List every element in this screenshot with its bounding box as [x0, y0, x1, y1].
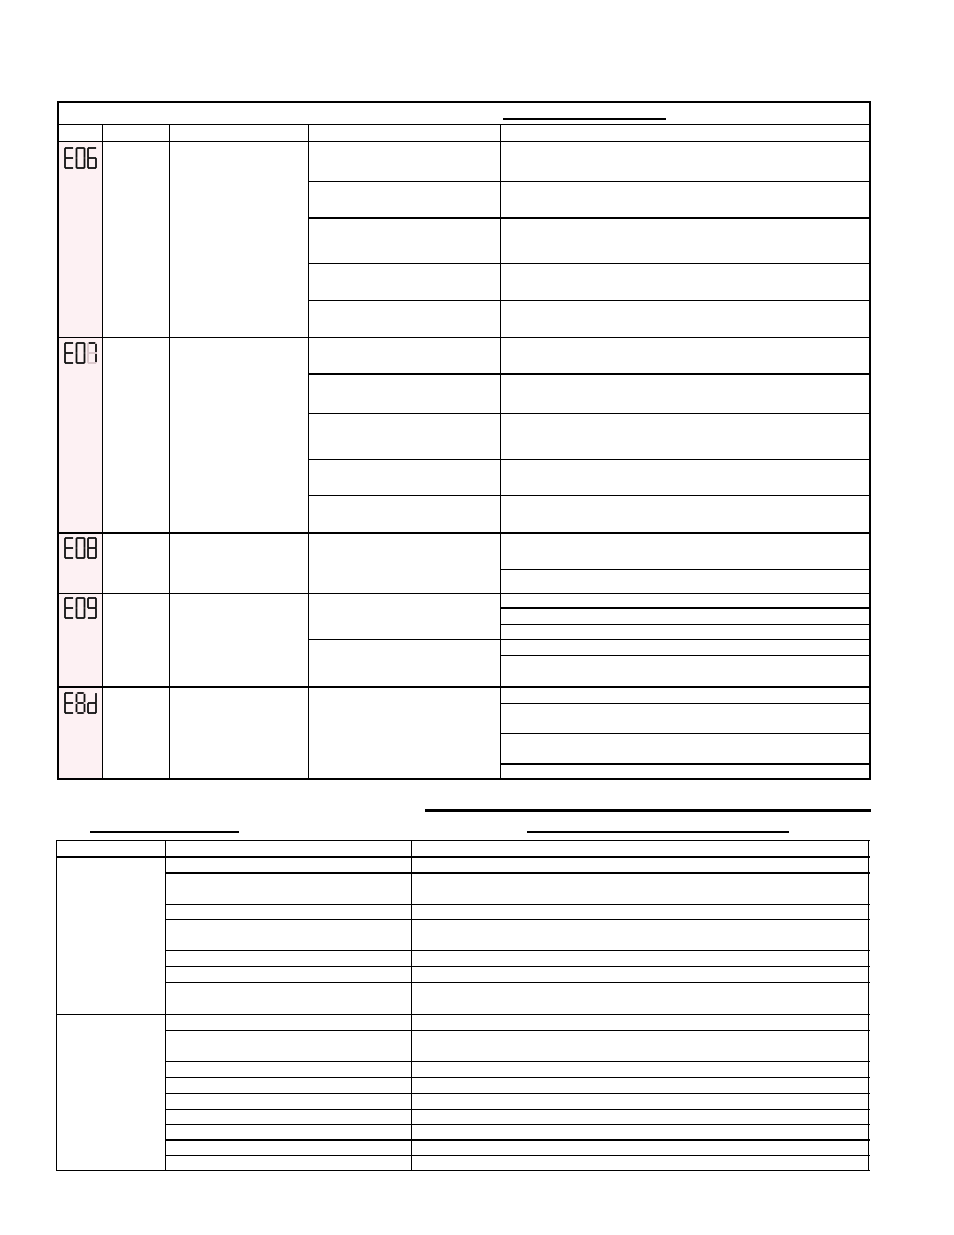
- segment-glyph: [65, 343, 72, 363]
- header-row-top: [57, 124, 871, 125]
- row-sep: [165, 1061, 870, 1062]
- group-sep-e08: [57, 532, 871, 534]
- row-sep: [165, 982, 870, 983]
- border-right: [868, 840, 869, 1171]
- col-sep-1: [165, 840, 166, 1171]
- row-sep: [308, 373, 871, 375]
- row-sep: [500, 607, 871, 609]
- row-sep: [165, 1109, 870, 1110]
- segment-glyph: [77, 693, 85, 713]
- row-sep: [500, 763, 871, 765]
- segment-glyph: [88, 538, 96, 558]
- row-sep: [308, 459, 871, 460]
- border-left: [56, 840, 57, 1171]
- row-sep: [165, 950, 870, 951]
- left-heading-underline: [90, 831, 239, 833]
- header-row-bottom: [57, 141, 871, 142]
- group-sep: [56, 1014, 870, 1015]
- section-rule: [425, 809, 871, 812]
- error-code-display: [63, 147, 99, 169]
- error-code-e07: [63, 342, 99, 364]
- error-code-display: [63, 537, 99, 559]
- border-bottom: [56, 1170, 870, 1171]
- segment-glyph: [65, 598, 72, 618]
- error-code-e09: [63, 597, 99, 619]
- row-sep: [308, 300, 871, 301]
- row-sep: [165, 1030, 870, 1031]
- col-sep-1: [102, 124, 103, 779]
- group-sep-e09: [57, 593, 871, 594]
- group-sep-e07: [57, 337, 871, 338]
- header-row-bottom: [56, 856, 870, 858]
- group-sep-e8d: [57, 686, 871, 688]
- segment-glyph: [65, 538, 72, 558]
- segment-glyph: [88, 148, 96, 168]
- row-sep: [165, 1093, 870, 1094]
- border-top: [57, 101, 871, 103]
- row-sep: [308, 495, 871, 496]
- row-sep: [165, 919, 870, 920]
- row-sep: [165, 1077, 870, 1078]
- code-cell-bg: [58, 142, 103, 779]
- row-sep: [500, 569, 871, 570]
- row-sep: [308, 639, 871, 640]
- segment-glyph: [77, 538, 85, 558]
- segment-glyph: [77, 343, 85, 363]
- error-code-display: [63, 342, 99, 364]
- row-sep: [165, 872, 870, 874]
- segment-glyph: [88, 598, 96, 618]
- row-sep: [500, 703, 871, 704]
- row-sep: [165, 904, 870, 905]
- row-sep: [308, 263, 871, 264]
- row-sep: [165, 1124, 870, 1125]
- border-top: [56, 840, 870, 841]
- error-code-display: [63, 597, 99, 619]
- error-code-display: [63, 692, 99, 714]
- row-sep: [500, 624, 871, 625]
- border-bottom: [57, 778, 871, 780]
- error-code-e8d: [63, 692, 99, 714]
- row-sep: [500, 733, 871, 734]
- error-code-e06: [63, 147, 99, 169]
- row-sep: [308, 413, 871, 414]
- segment-glyph: [88, 343, 96, 363]
- error-code-e08: [63, 537, 99, 559]
- row-sep: [308, 181, 871, 182]
- col-sep-3: [308, 124, 309, 779]
- col-sep-4: [500, 124, 501, 779]
- segment-glyph: [77, 148, 85, 168]
- border-right: [869, 101, 871, 780]
- row-sep: [165, 1139, 870, 1141]
- table-title-underline: [503, 118, 666, 120]
- row-sep: [165, 1155, 870, 1156]
- segment-glyph: [65, 693, 72, 713]
- segment-glyph: [65, 148, 72, 168]
- segment-glyph: [77, 598, 85, 618]
- row-sep: [308, 217, 871, 219]
- segment-glyph: [88, 694, 96, 713]
- border-left: [57, 101, 59, 780]
- col-sep-2: [169, 124, 170, 779]
- row-sep: [165, 966, 870, 967]
- right-heading-underline: [527, 831, 789, 833]
- row-sep: [500, 655, 871, 656]
- col-sep-2: [411, 840, 412, 1171]
